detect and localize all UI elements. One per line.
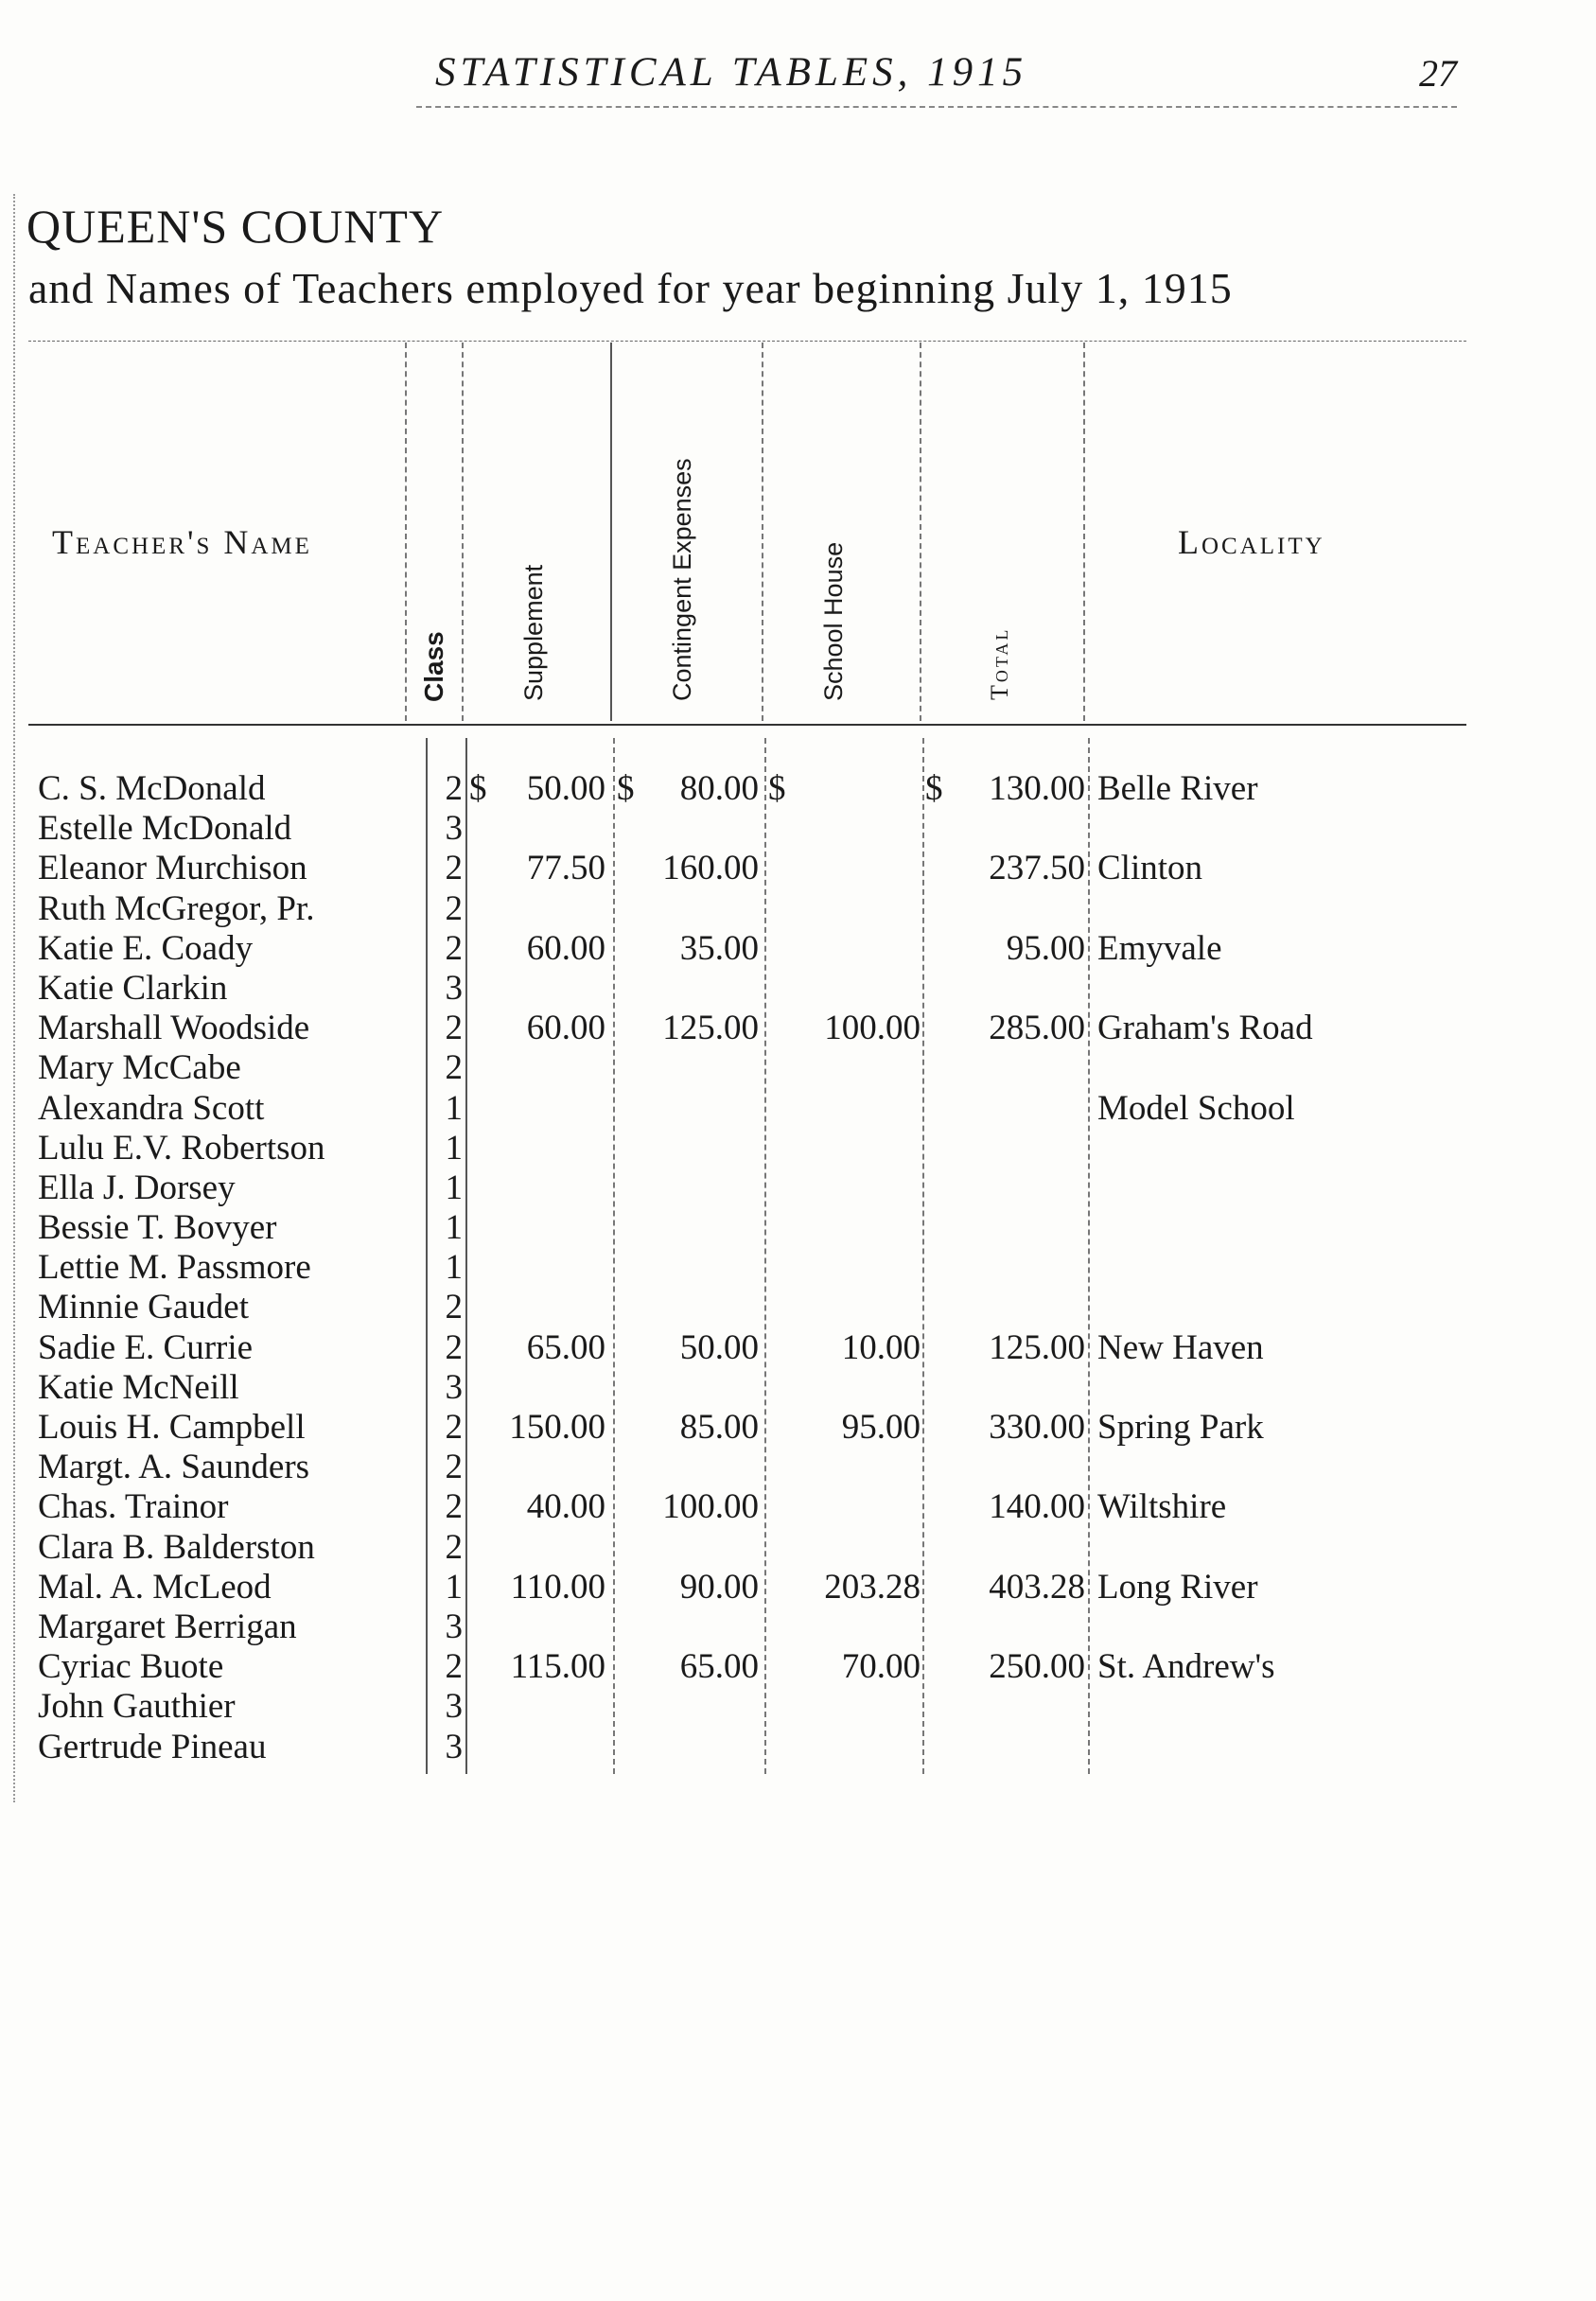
locality-name: Spring Park: [1097, 1408, 1264, 1447]
teacher-name: Gertrude Pineau: [38, 1727, 267, 1766]
table-row: [0, 1646, 1596, 1686]
class-value: 2: [445, 888, 463, 928]
class-value: 1: [445, 1208, 463, 1248]
supplement-value: 150.00: [509, 1408, 605, 1447]
total-value: 140.00: [989, 1487, 1085, 1527]
contingent-value: 160.00: [662, 849, 759, 888]
total-value: 330.00: [989, 1408, 1085, 1447]
table-row: [0, 1047, 1596, 1087]
teacher-name: Margt. A. Saunders: [38, 1448, 310, 1487]
table-row: [0, 1686, 1596, 1726]
dollar-sign: $: [617, 769, 635, 808]
dollar-sign: $: [768, 769, 786, 808]
supplement-value: 50.00: [526, 769, 605, 808]
class-value: 3: [445, 1687, 463, 1727]
table-row: [0, 1727, 1596, 1766]
table-row: [0, 1527, 1596, 1567]
class-value: 3: [445, 1367, 463, 1407]
table-row: [0, 1486, 1596, 1526]
column-header-school-house: School House: [819, 541, 848, 701]
teacher-name: Mary McCabe: [38, 1048, 241, 1088]
teacher-name: Ella J. Dorsey: [38, 1168, 236, 1207]
teacher-name: Chas. Trainor: [38, 1487, 229, 1527]
locality-name: Graham's Road: [1097, 1009, 1313, 1048]
locality-name: Emyvale: [1097, 928, 1222, 968]
teacher-name: Marshall Woodside: [38, 1009, 310, 1048]
page-number: 27: [1419, 52, 1457, 95]
total-value: 95.00: [1006, 928, 1085, 968]
table-row: [0, 808, 1596, 848]
teacher-name: Louis H. Campbell: [38, 1408, 306, 1447]
supplement-value: 60.00: [526, 1009, 605, 1048]
school-house-value: 100.00: [824, 1009, 921, 1048]
locality-name: Model School: [1097, 1088, 1295, 1128]
supplement-value: 77.50: [526, 849, 605, 888]
table-row: [0, 968, 1596, 1008]
teacher-name: C. S. McDonald: [38, 769, 266, 808]
header-bottom-rule: [28, 724, 1466, 726]
class-value: 2: [445, 928, 463, 968]
teacher-name: John Gauthier: [38, 1687, 236, 1727]
teacher-name: Mal. A. McLeod: [38, 1567, 272, 1607]
teacher-name: Katie E. Coady: [38, 928, 254, 968]
total-value: 250.00: [989, 1647, 1085, 1687]
locality-name: St. Andrew's: [1097, 1647, 1275, 1687]
teacher-name: Ruth McGregor, Pr.: [38, 888, 315, 928]
column-divider: [610, 343, 612, 721]
teacher-name: Lettie M. Passmore: [38, 1248, 311, 1288]
class-value: 2: [445, 1288, 463, 1327]
locality-name: Long River: [1097, 1567, 1258, 1607]
column-header-supplement: Supplement: [519, 564, 548, 701]
table-row: [0, 1088, 1596, 1128]
table-row: [0, 1287, 1596, 1326]
class-value: 3: [445, 809, 463, 849]
teacher-name: Alexandra Scott: [38, 1088, 265, 1128]
locality-name: Belle River: [1097, 769, 1258, 808]
class-value: 3: [445, 1607, 463, 1646]
class-value: 2: [445, 1448, 463, 1487]
teacher-name: Eleanor Murchison: [38, 849, 307, 888]
table-row: [0, 1207, 1596, 1247]
table-row: [0, 928, 1596, 968]
table-row: [0, 1247, 1596, 1287]
contingent-value: 35.00: [679, 928, 759, 968]
teacher-name: Estelle McDonald: [38, 809, 292, 849]
supplement-value: 115.00: [510, 1647, 605, 1687]
supplement-value: 65.00: [526, 1327, 605, 1367]
class-value: 2: [445, 1647, 463, 1687]
school-house-value: 10.00: [841, 1327, 921, 1367]
teacher-name: Clara B. Balderston: [38, 1527, 315, 1567]
teacher-name: Minnie Gaudet: [38, 1288, 249, 1327]
contingent-value: 65.00: [679, 1647, 759, 1687]
column-divider: [1083, 343, 1085, 721]
class-value: 3: [445, 1727, 463, 1766]
teacher-name: Cyriac Buote: [38, 1647, 224, 1687]
class-value: 3: [445, 968, 463, 1008]
contingent-value: 125.00: [662, 1009, 759, 1048]
class-value: 2: [445, 1408, 463, 1447]
class-value: 1: [445, 1088, 463, 1128]
school-house-value: 95.00: [841, 1408, 921, 1447]
table-row: [0, 848, 1596, 887]
column-header-contingent: Contingent Expenses: [668, 458, 696, 701]
supplement-value: 110.00: [510, 1567, 605, 1607]
contingent-value: 100.00: [662, 1487, 759, 1527]
column-header-total: Total: [986, 626, 1013, 700]
header-rule: [416, 106, 1457, 108]
section-title: QUEEN'S COUNTY: [26, 200, 445, 253]
table-row: [0, 1447, 1596, 1486]
contingent-value: 50.00: [679, 1327, 759, 1367]
running-head: [0, 49, 1596, 106]
class-value: 2: [445, 769, 463, 808]
teacher-name: Katie McNeill: [38, 1367, 239, 1407]
column-divider: [762, 343, 763, 721]
table-row: [0, 1128, 1596, 1168]
class-value: 2: [445, 1527, 463, 1567]
teacher-name: Sadie E. Currie: [38, 1327, 254, 1367]
running-title: STATISTICAL TABLES, 1915: [435, 50, 1028, 95]
column-header-locality: Locality: [1178, 523, 1325, 561]
locality-name: New Haven: [1097, 1327, 1264, 1367]
table-row: [0, 1367, 1596, 1407]
table-row: [0, 1607, 1596, 1646]
table-top-rule: [28, 341, 1466, 342]
school-house-value: 70.00: [841, 1647, 921, 1687]
table-row: [0, 1008, 1596, 1047]
supplement-value: 60.00: [526, 928, 605, 968]
teacher-name: Lulu E.V. Robertson: [38, 1128, 325, 1168]
class-value: 1: [445, 1128, 463, 1168]
teacher-name: Margaret Berrigan: [38, 1607, 297, 1646]
contingent-value: 90.00: [679, 1567, 759, 1607]
class-value: 2: [445, 1487, 463, 1527]
table-row: [0, 1567, 1596, 1607]
total-value: 130.00: [989, 769, 1085, 808]
teacher-name: Katie Clarkin: [38, 968, 228, 1008]
class-value: 2: [445, 1327, 463, 1367]
locality-name: Wiltshire: [1097, 1487, 1227, 1527]
table-row: [0, 888, 1596, 928]
total-value: 285.00: [989, 1009, 1085, 1048]
column-divider: [462, 343, 464, 721]
class-value: 1: [445, 1168, 463, 1207]
column-divider: [405, 343, 407, 721]
table-body: [0, 768, 1596, 1766]
class-value: 2: [445, 849, 463, 888]
total-value: 403.28: [989, 1567, 1085, 1607]
dollar-sign: $: [469, 769, 487, 808]
contingent-value: 80.00: [679, 769, 759, 808]
table-row: [0, 1327, 1596, 1367]
locality-name: Clinton: [1097, 849, 1203, 888]
section-subtitle: and Names of Teachers employed for year beginning July 1, 1915: [28, 264, 1233, 312]
total-value: 237.50: [989, 849, 1085, 888]
total-value: 125.00: [989, 1327, 1085, 1367]
school-house-value: 203.28: [824, 1567, 921, 1607]
supplement-value: 40.00: [526, 1487, 605, 1527]
class-value: 1: [445, 1567, 463, 1607]
dollar-sign: $: [925, 769, 943, 808]
class-value: 2: [445, 1009, 463, 1048]
table-row: [0, 1168, 1596, 1207]
class-value: 2: [445, 1048, 463, 1088]
class-value: 1: [445, 1248, 463, 1288]
column-header-class: Class: [419, 631, 448, 702]
table-row: [0, 1407, 1596, 1447]
teacher-name: Bessie T. Bovyer: [38, 1208, 277, 1248]
column-header-teacher: Teacher's Name: [52, 523, 312, 561]
table-row: [0, 768, 1596, 808]
contingent-value: 85.00: [679, 1408, 759, 1447]
column-divider: [920, 343, 921, 721]
